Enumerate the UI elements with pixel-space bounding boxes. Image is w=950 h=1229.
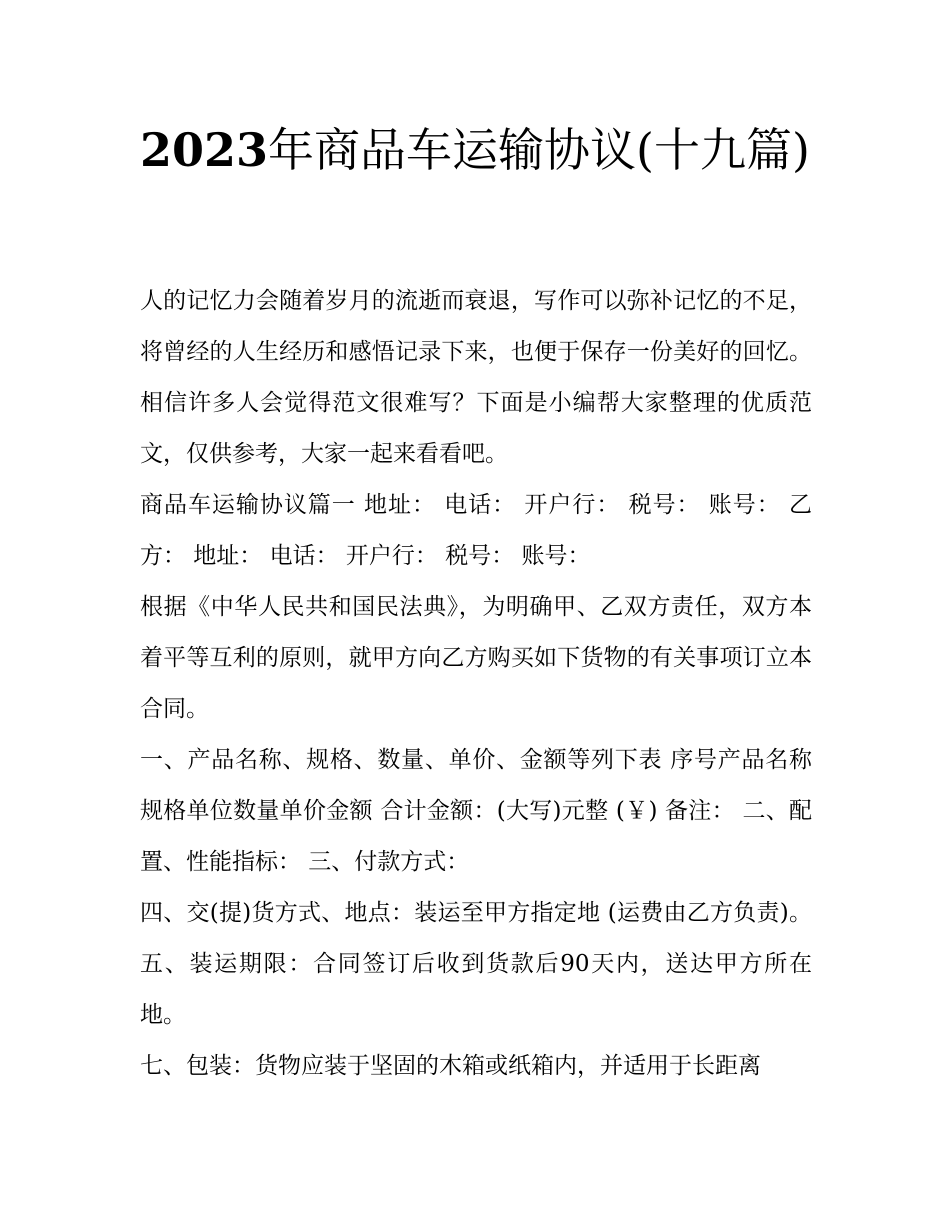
paragraph-parties: 商品车运输协议篇一 地址： 电话： 开户行： 税号： 账号： 乙方： 地址： 电话： 开户行： 税号： 账号： <box>140 492 812 569</box>
paragraph-intro: 人的记忆力会随着岁月的流逝而衰退，写作可以弥补记忆的不足，将曾经的人生经历和感悟记录下来，也便于保存一份美好的回忆。相信许多人会觉得范文很难写？下面是小编帮大家整理的优质范文，仅供参考，大家一起来看看吧。 <box>140 288 812 467</box>
paragraph-delivery: 四、交(提)货方式、地点：装运至甲方指定地 (运费由乙方负责)。 五、装运期限：合同签订后收到货款后90天内，送达甲方所在地。 <box>140 900 812 1028</box>
title-text: 年商品车运输协议(十九篇) <box>268 123 810 177</box>
paragraph-basis: 根据《中华人民共和国民法典》，为明确甲、乙双方责任，双方本着平等互利的原则，就甲方向乙方购买如下货物的有关事项订立本合同。 <box>140 594 812 722</box>
paragraph-packaging: 七、包装：货物应装于坚固的木箱或纸箱内，并适用于长距离 <box>140 1053 761 1079</box>
title-year: 2023 <box>140 123 269 177</box>
document-body <box>140 276 812 1092</box>
paragraph-products: 一、产品名称、规格、数量、单价、金额等列下表 序号产品名称规格单位数量单价金额 合计金额：(大写)元整 (￥) 备注： 二、配置、性能指标： 三、付款方式： <box>140 747 812 875</box>
document-title <box>140 112 820 188</box>
